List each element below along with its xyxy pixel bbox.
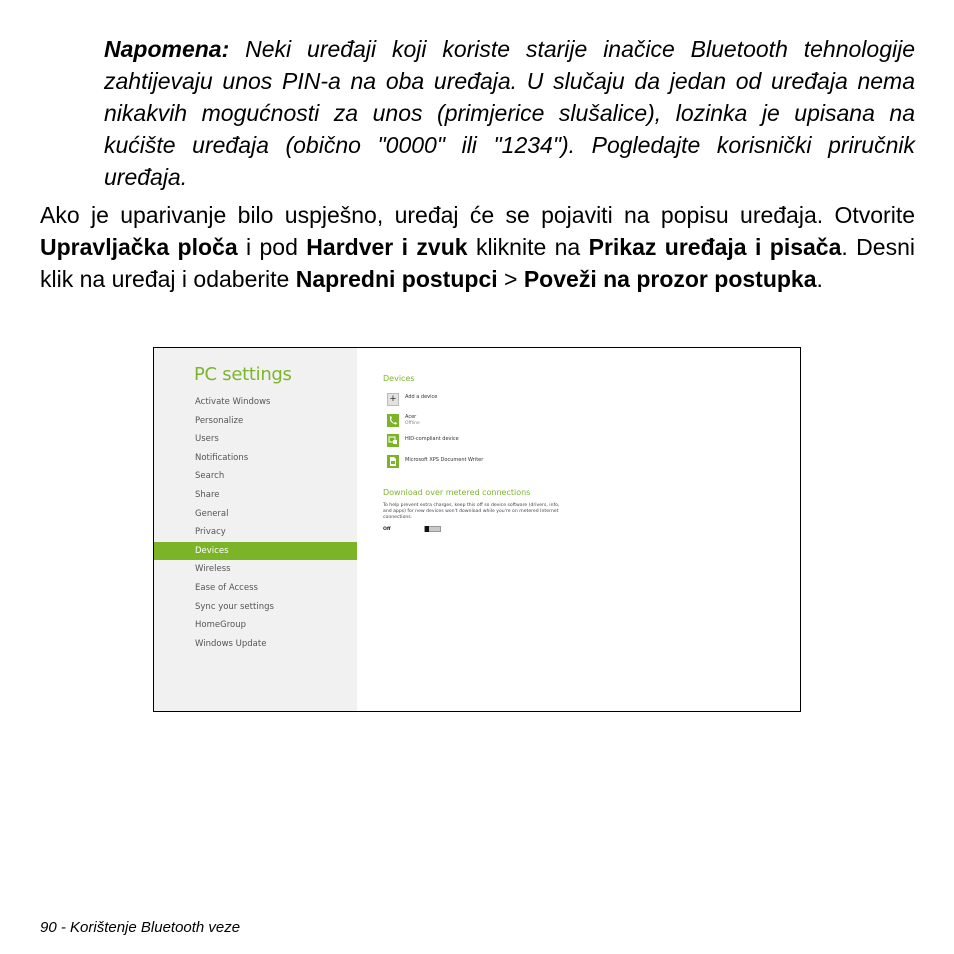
add-device-label: Add a device bbox=[405, 394, 438, 400]
para-text-6: . bbox=[816, 266, 823, 292]
sidebar-item-users[interactable]: Users bbox=[195, 434, 219, 445]
para-text-1: Ako je uparivanje bilo uspješno, uređaj će se pojaviti na popisu uređaja. Otvorite bbox=[40, 202, 915, 228]
phone-icon bbox=[387, 414, 399, 427]
metered-toggle-label: Off bbox=[383, 527, 391, 532]
settings-menu bbox=[154, 393, 357, 653]
page-footer: 90 - Korištenje Bluetooth veze bbox=[40, 919, 241, 936]
sidebar-item-windows-update[interactable]: Windows Update bbox=[195, 638, 267, 649]
metered-toggle[interactable] bbox=[424, 526, 441, 532]
para-text-4: . Desni klik na uređaj i odaberite bbox=[40, 234, 915, 292]
sidebar-item-general[interactable]: General bbox=[195, 508, 229, 519]
para-bold-control-panel: Upravljačka ploča bbox=[40, 234, 238, 260]
sidebar-item-activate-windows[interactable]: Activate Windows bbox=[195, 397, 271, 407]
para-bold-connect-operation-window: Poveži na prozor postupka bbox=[523, 266, 817, 292]
sidebar-item-privacy[interactable]: Privacy bbox=[195, 527, 226, 538]
printer-icon bbox=[387, 455, 399, 468]
sidebar-item-sync-your-settings[interactable]: Sync your settings bbox=[195, 601, 274, 612]
settings-sidebar bbox=[154, 348, 357, 711]
device-status: Offline bbox=[405, 421, 420, 426]
para-bold-hardware-sound: Hardver i zvuk bbox=[306, 234, 468, 260]
para-text-3: kliknite na bbox=[467, 234, 589, 260]
sidebar-item-devices[interactable]: Devices bbox=[154, 542, 357, 561]
note-label: Napomena: bbox=[104, 36, 230, 62]
metered-description: To help prevent extra charges, keep this off so device software (drivers, info, and apps) for new devices won't download while you're on metered Internet connections. bbox=[383, 503, 560, 520]
para-text-2: i pod bbox=[237, 234, 307, 260]
sidebar-item-search[interactable]: Search bbox=[195, 471, 225, 482]
sidebar-item-homegroup[interactable]: HomeGroup bbox=[195, 620, 246, 631]
body-paragraph bbox=[40, 199, 915, 295]
note-paragraph bbox=[104, 33, 915, 193]
pc-settings-title: PC settings bbox=[194, 364, 292, 385]
toggle-knob bbox=[425, 526, 429, 532]
device-name: HID-compliant device bbox=[405, 436, 459, 442]
devices-pane bbox=[383, 348, 783, 711]
para-bold-advanced-operations: Napredni postupci bbox=[295, 266, 498, 292]
sidebar-item-ease-of-access[interactable]: Ease of Access bbox=[195, 582, 258, 593]
sidebar-item-notifications[interactable]: Notifications bbox=[195, 452, 249, 463]
device-name: Microsoft XPS Document Writer bbox=[405, 457, 484, 463]
devices-section-title: Devices bbox=[383, 374, 415, 383]
metered-section-title: Download over metered connections bbox=[383, 488, 531, 497]
hid-device-icon bbox=[387, 434, 399, 447]
note-text: Neki uređaji koji koriste starije inačice Bluetooth tehnologije zahtijevaju unos PIN-a na oba uređaja. U slučaju da jedan od uređaja nema nikakvih mogućnosti za unos (primjerice slušalice), lozinka je upisana na kućište uređaja (obično "0000" ili "1234"). Pogledajte korisnički priručnik uređaja. bbox=[104, 36, 915, 190]
sidebar-item-wireless[interactable]: Wireless bbox=[195, 564, 231, 575]
plus-icon: + bbox=[387, 393, 399, 406]
para-bold-devices-printers: Prikaz uređaja i pisača bbox=[588, 234, 842, 260]
pc-settings-screenshot bbox=[153, 347, 801, 712]
sidebar-item-share[interactable]: Share bbox=[195, 489, 220, 500]
device-name: Acer bbox=[405, 414, 417, 420]
para-text-5: > bbox=[497, 266, 524, 292]
sidebar-item-personalize[interactable]: Personalize bbox=[195, 415, 244, 426]
